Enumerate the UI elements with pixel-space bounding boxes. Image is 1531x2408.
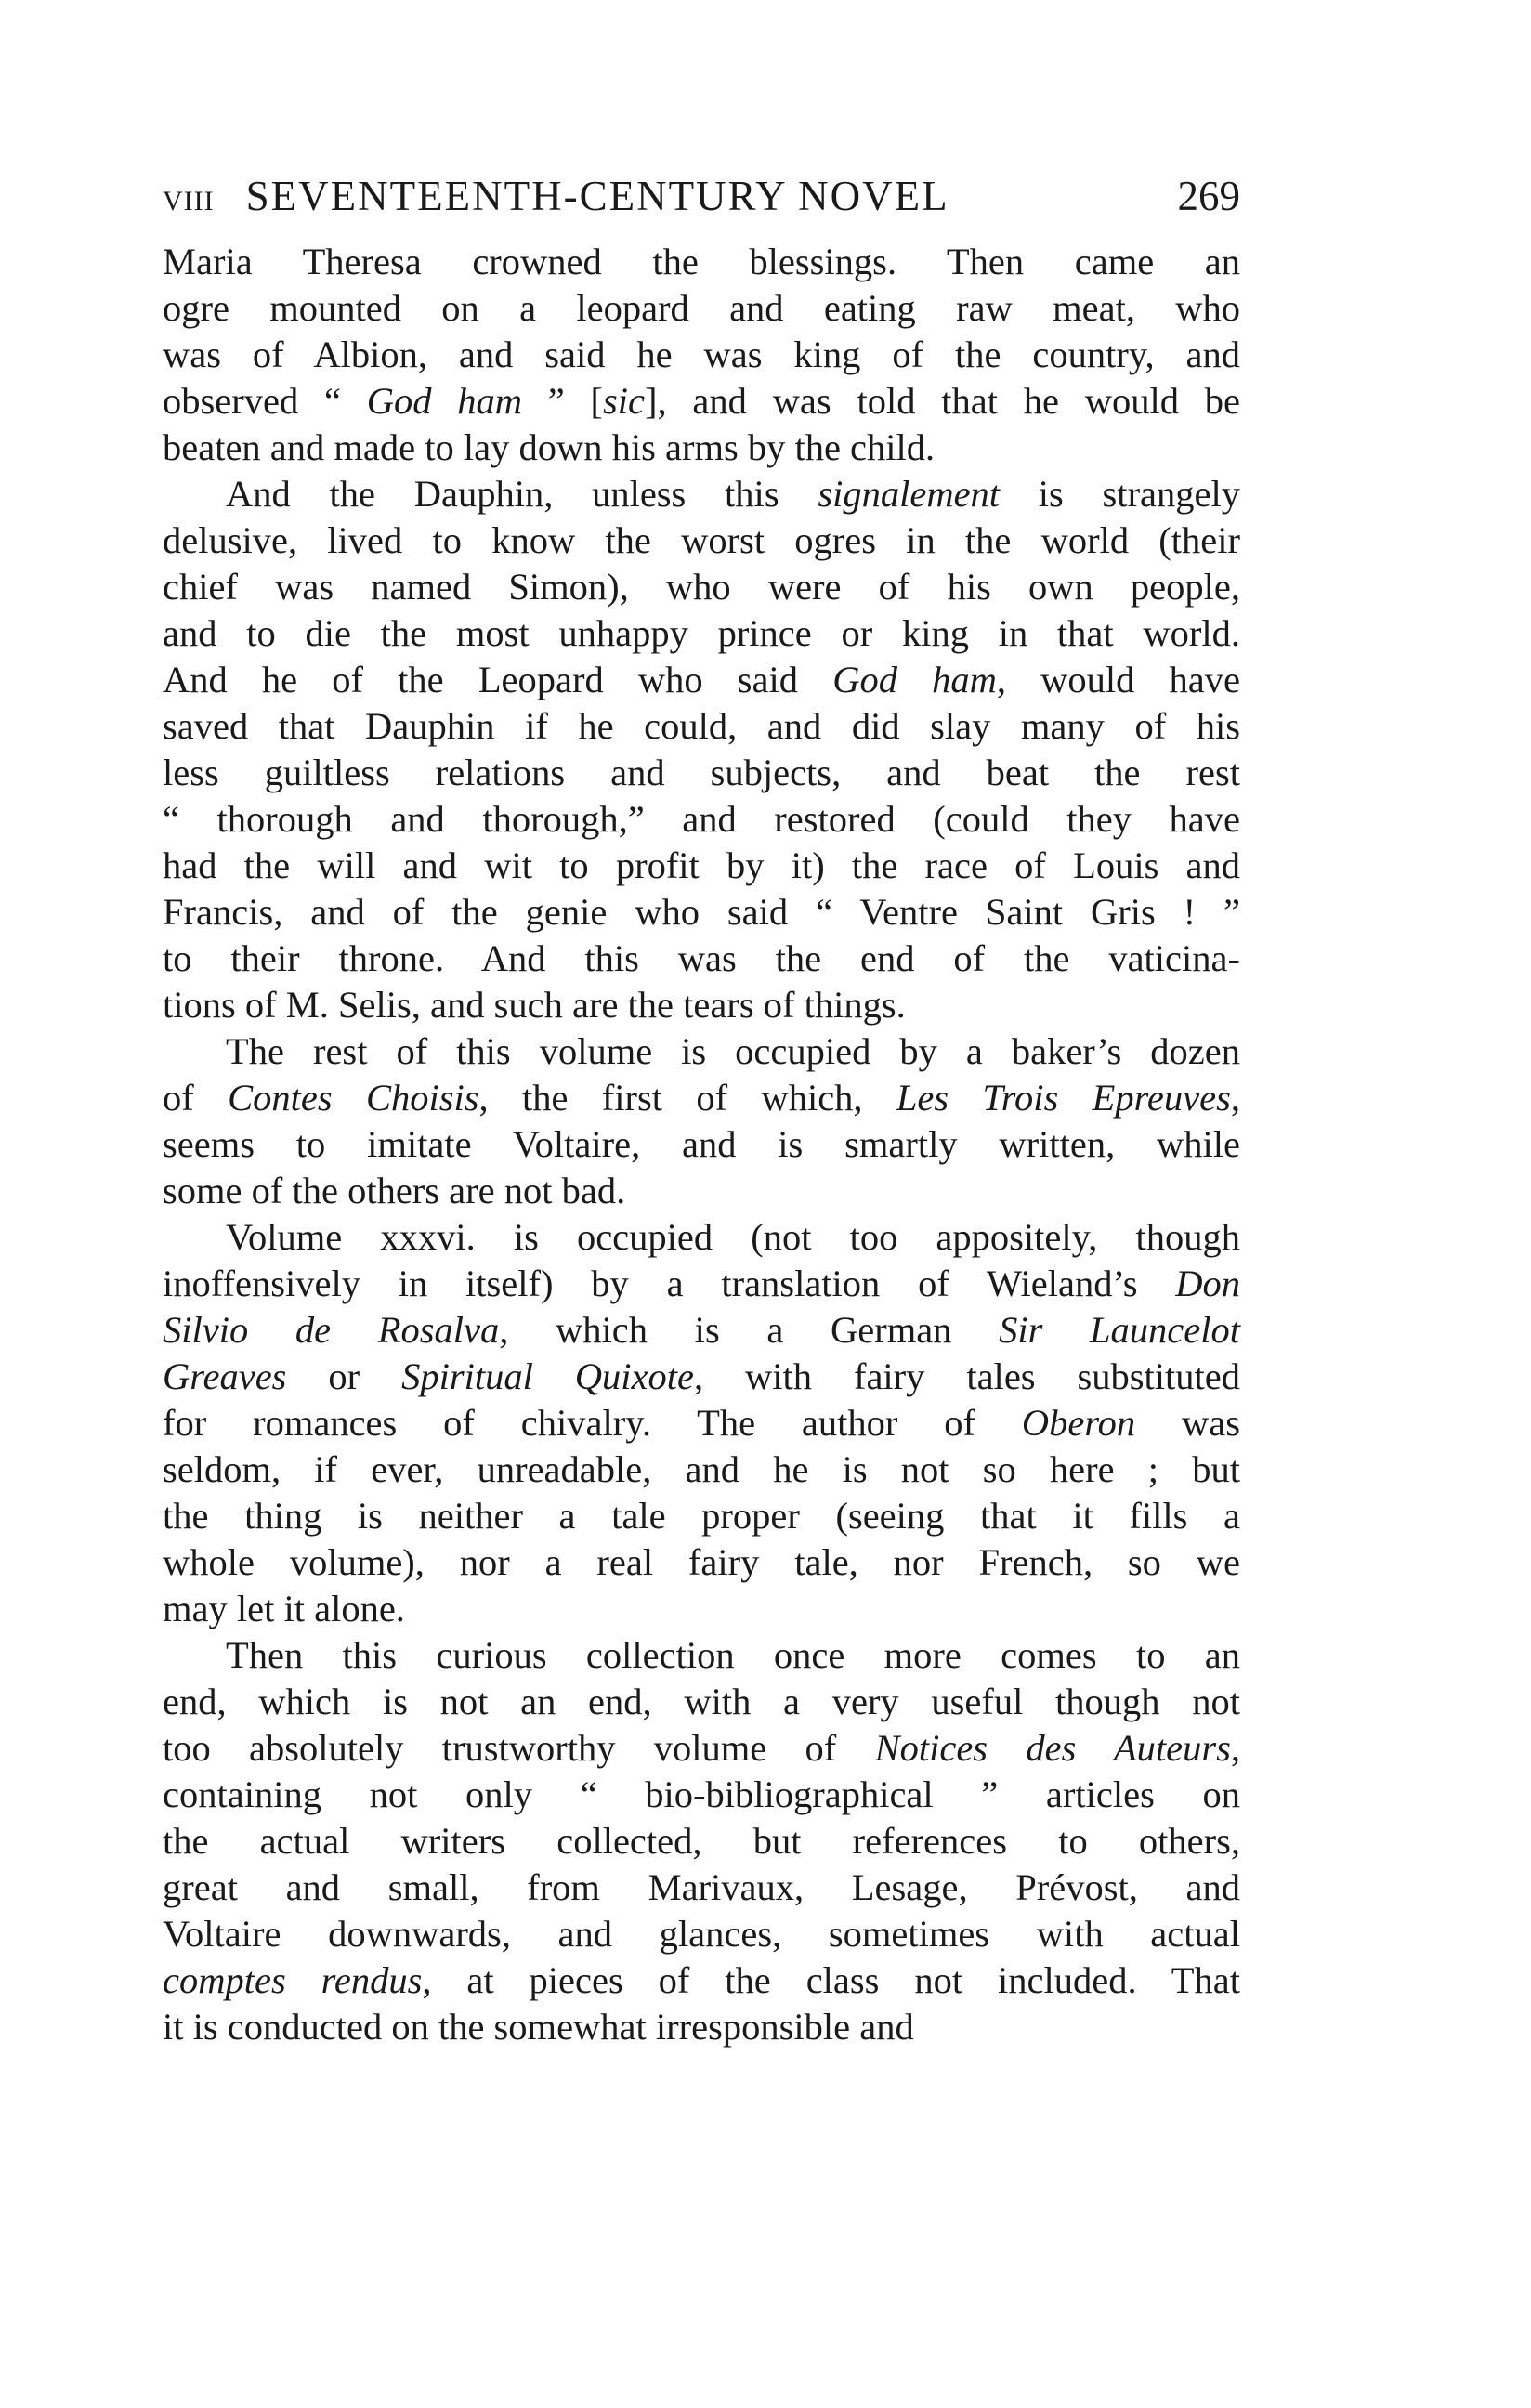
italic-text: Contes Choisis xyxy=(228,1077,479,1119)
italic-text: signalement xyxy=(818,473,1001,515)
text-segment: , with fairy tales substituted xyxy=(693,1355,1240,1397)
text-segment: And he of the Leopard who said xyxy=(163,659,833,700)
text-segment: ” [ xyxy=(522,380,604,422)
paragraph xyxy=(163,471,1240,1028)
running-header xyxy=(163,172,1240,239)
text-segment: ], and was told that he would be xyxy=(645,380,1240,422)
text-segment: seems to imitate Voltaire, and is smartly written, while xyxy=(163,1123,1240,1165)
text-segment: Voltaire downwards, and glances, sometimes with actual xyxy=(163,1913,1240,1955)
running-title: SEVENTEENTH-CENTURY NOVEL xyxy=(245,173,949,219)
paragraph xyxy=(163,1214,1240,1632)
text-line xyxy=(163,1539,1240,1586)
text-segment: And the Dauphin, unless this xyxy=(226,473,818,515)
text-segment: delusive, lived to know the worst ogres in the world (their xyxy=(163,519,1240,561)
text-segment: may let it alone. xyxy=(163,1588,405,1629)
text-segment: seldom, if ever, unreadable, and he is not so here ; but xyxy=(163,1448,1240,1490)
text-line xyxy=(163,1911,1240,1957)
text-line xyxy=(163,1818,1240,1865)
text-segment: ogre mounted on a leopard and eating raw meat, who xyxy=(163,287,1240,329)
text-line xyxy=(163,1354,1240,1400)
text-line xyxy=(163,1632,1240,1679)
italic-text: God ham xyxy=(832,659,997,700)
text-segment: too absolutely trustworthy volume of xyxy=(163,1727,875,1769)
text-line xyxy=(163,750,1240,796)
text-line xyxy=(163,889,1240,936)
text-line xyxy=(163,1586,1240,1632)
text-line xyxy=(163,1075,1240,1121)
text-segment: less guiltless relations and subjects, and beat the rest xyxy=(163,752,1240,793)
italic-text: Oberon xyxy=(1021,1402,1136,1444)
text-segment: Francis, and of the genie who said “ Ventre Saint Gris ! ” xyxy=(163,891,1240,933)
text-line xyxy=(163,471,1240,517)
text-line xyxy=(163,657,1240,703)
italic-text: Notices des Auteurs xyxy=(874,1727,1231,1769)
text-segment: Maria Theresa crowned the blessings. Then came an xyxy=(163,241,1240,282)
chapter-number: VIII xyxy=(163,186,215,216)
text-segment: the actual writers collected, but references to others, xyxy=(163,1820,1240,1862)
italic-text: Sir Launcelot xyxy=(999,1309,1241,1351)
text-segment: Volume xxxvi. is occupied (not too appositely, though xyxy=(226,1216,1240,1258)
text-line xyxy=(163,1400,1240,1446)
italic-text: Les Trois Epreuves xyxy=(896,1077,1231,1119)
text-segment: great and small, from Marivaux, Lesage, Prévost, and xyxy=(163,1866,1240,1908)
text-segment: some of the others are not bad. xyxy=(163,1170,626,1211)
text-segment: end, which is not an end, with a very useful though not xyxy=(163,1681,1240,1722)
text-line xyxy=(163,1214,1240,1261)
text-line xyxy=(163,796,1240,843)
text-segment: to their throne. And this was the end of the vaticina- xyxy=(163,937,1240,979)
italic-text: sic xyxy=(603,380,646,422)
text-segment: it is conducted on the somewhat irresponsible and xyxy=(163,2006,914,2048)
text-line xyxy=(163,1957,1240,2004)
text-segment: had the will and wit to profit by it) the race of Louis and xyxy=(163,844,1240,886)
text-line xyxy=(163,1307,1240,1354)
text-segment: , which is a German xyxy=(499,1309,1000,1351)
italic-text: Greaves xyxy=(163,1355,287,1397)
text-segment: containing not only “ bio-bibliographical ” articles on xyxy=(163,1773,1240,1815)
text-segment: for romances of chivalry. The author of xyxy=(163,1402,1022,1444)
book-page xyxy=(163,172,1240,2050)
text-line xyxy=(163,1493,1240,1539)
text-line xyxy=(163,982,1240,1028)
text-segment: inoffensively in itself) by a translation of Wieland’s xyxy=(163,1263,1176,1304)
text-line xyxy=(163,1865,1240,1911)
text-segment: observed “ xyxy=(163,380,367,422)
page-number: 269 xyxy=(1177,173,1240,219)
italic-text: Silvio de Rosalva xyxy=(163,1309,500,1351)
text-line xyxy=(163,285,1240,332)
text-line xyxy=(163,239,1240,285)
text-line xyxy=(163,1028,1240,1075)
text-segment: the thing is neither a tale proper (seeing that it fills a xyxy=(163,1495,1240,1537)
text-segment: was of Albion, and said he was king of the country, and xyxy=(163,334,1240,375)
text-line xyxy=(163,1679,1240,1725)
body-text xyxy=(163,239,1240,2050)
text-segment: of xyxy=(163,1077,229,1119)
text-line xyxy=(163,936,1240,982)
text-line xyxy=(163,843,1240,889)
text-segment: is strangely xyxy=(1000,473,1241,515)
text-line xyxy=(163,1772,1240,1818)
text-segment: chief was named Simon), who were of his own people, xyxy=(163,566,1240,608)
text-segment: and to die the most unhappy prince or king in that world. xyxy=(163,612,1240,654)
text-line xyxy=(163,517,1240,564)
text-segment: tions of M. Selis, and such are the tears of things. xyxy=(163,984,906,1026)
text-segment: , the first of which, xyxy=(478,1077,896,1119)
text-segment: saved that Dauphin if he could, and did slay many of his xyxy=(163,705,1240,747)
text-line xyxy=(163,1121,1240,1168)
italic-text: God ham xyxy=(366,380,523,422)
text-segment: “ thorough and thorough,” and restored (could they have xyxy=(163,798,1240,840)
text-segment: , xyxy=(1230,1077,1240,1119)
text-segment: , xyxy=(1230,1727,1240,1769)
text-line xyxy=(163,1446,1240,1493)
text-segment: , would have xyxy=(996,659,1240,700)
paragraph xyxy=(163,1632,1240,2050)
text-segment: whole volume), nor a real fairy tale, nor French, so we xyxy=(163,1541,1240,1583)
text-segment: , at pieces of the class not included. That xyxy=(422,1959,1240,2001)
text-segment: The rest of this volume is occupied by a baker’s dozen xyxy=(226,1030,1240,1072)
text-line xyxy=(163,425,1240,471)
text-line xyxy=(163,2004,1240,2050)
text-line xyxy=(163,1725,1240,1772)
italic-text: comptes rendus xyxy=(163,1959,423,2001)
text-segment: was xyxy=(1135,1402,1240,1444)
italic-text: Don xyxy=(1175,1263,1240,1304)
text-line xyxy=(163,378,1240,425)
text-segment: beaten and made to lay down his arms by the child. xyxy=(163,426,936,468)
text-line xyxy=(163,1261,1240,1307)
paragraph xyxy=(163,239,1240,471)
text-line xyxy=(163,1168,1240,1214)
paragraph xyxy=(163,1028,1240,1214)
text-line xyxy=(163,610,1240,657)
text-segment: or xyxy=(286,1355,402,1397)
text-line xyxy=(163,564,1240,610)
text-line xyxy=(163,703,1240,750)
text-segment: Then this curious collection once more comes to an xyxy=(226,1634,1240,1676)
italic-text: Spiritual Quixote xyxy=(401,1355,694,1397)
text-line xyxy=(163,332,1240,378)
